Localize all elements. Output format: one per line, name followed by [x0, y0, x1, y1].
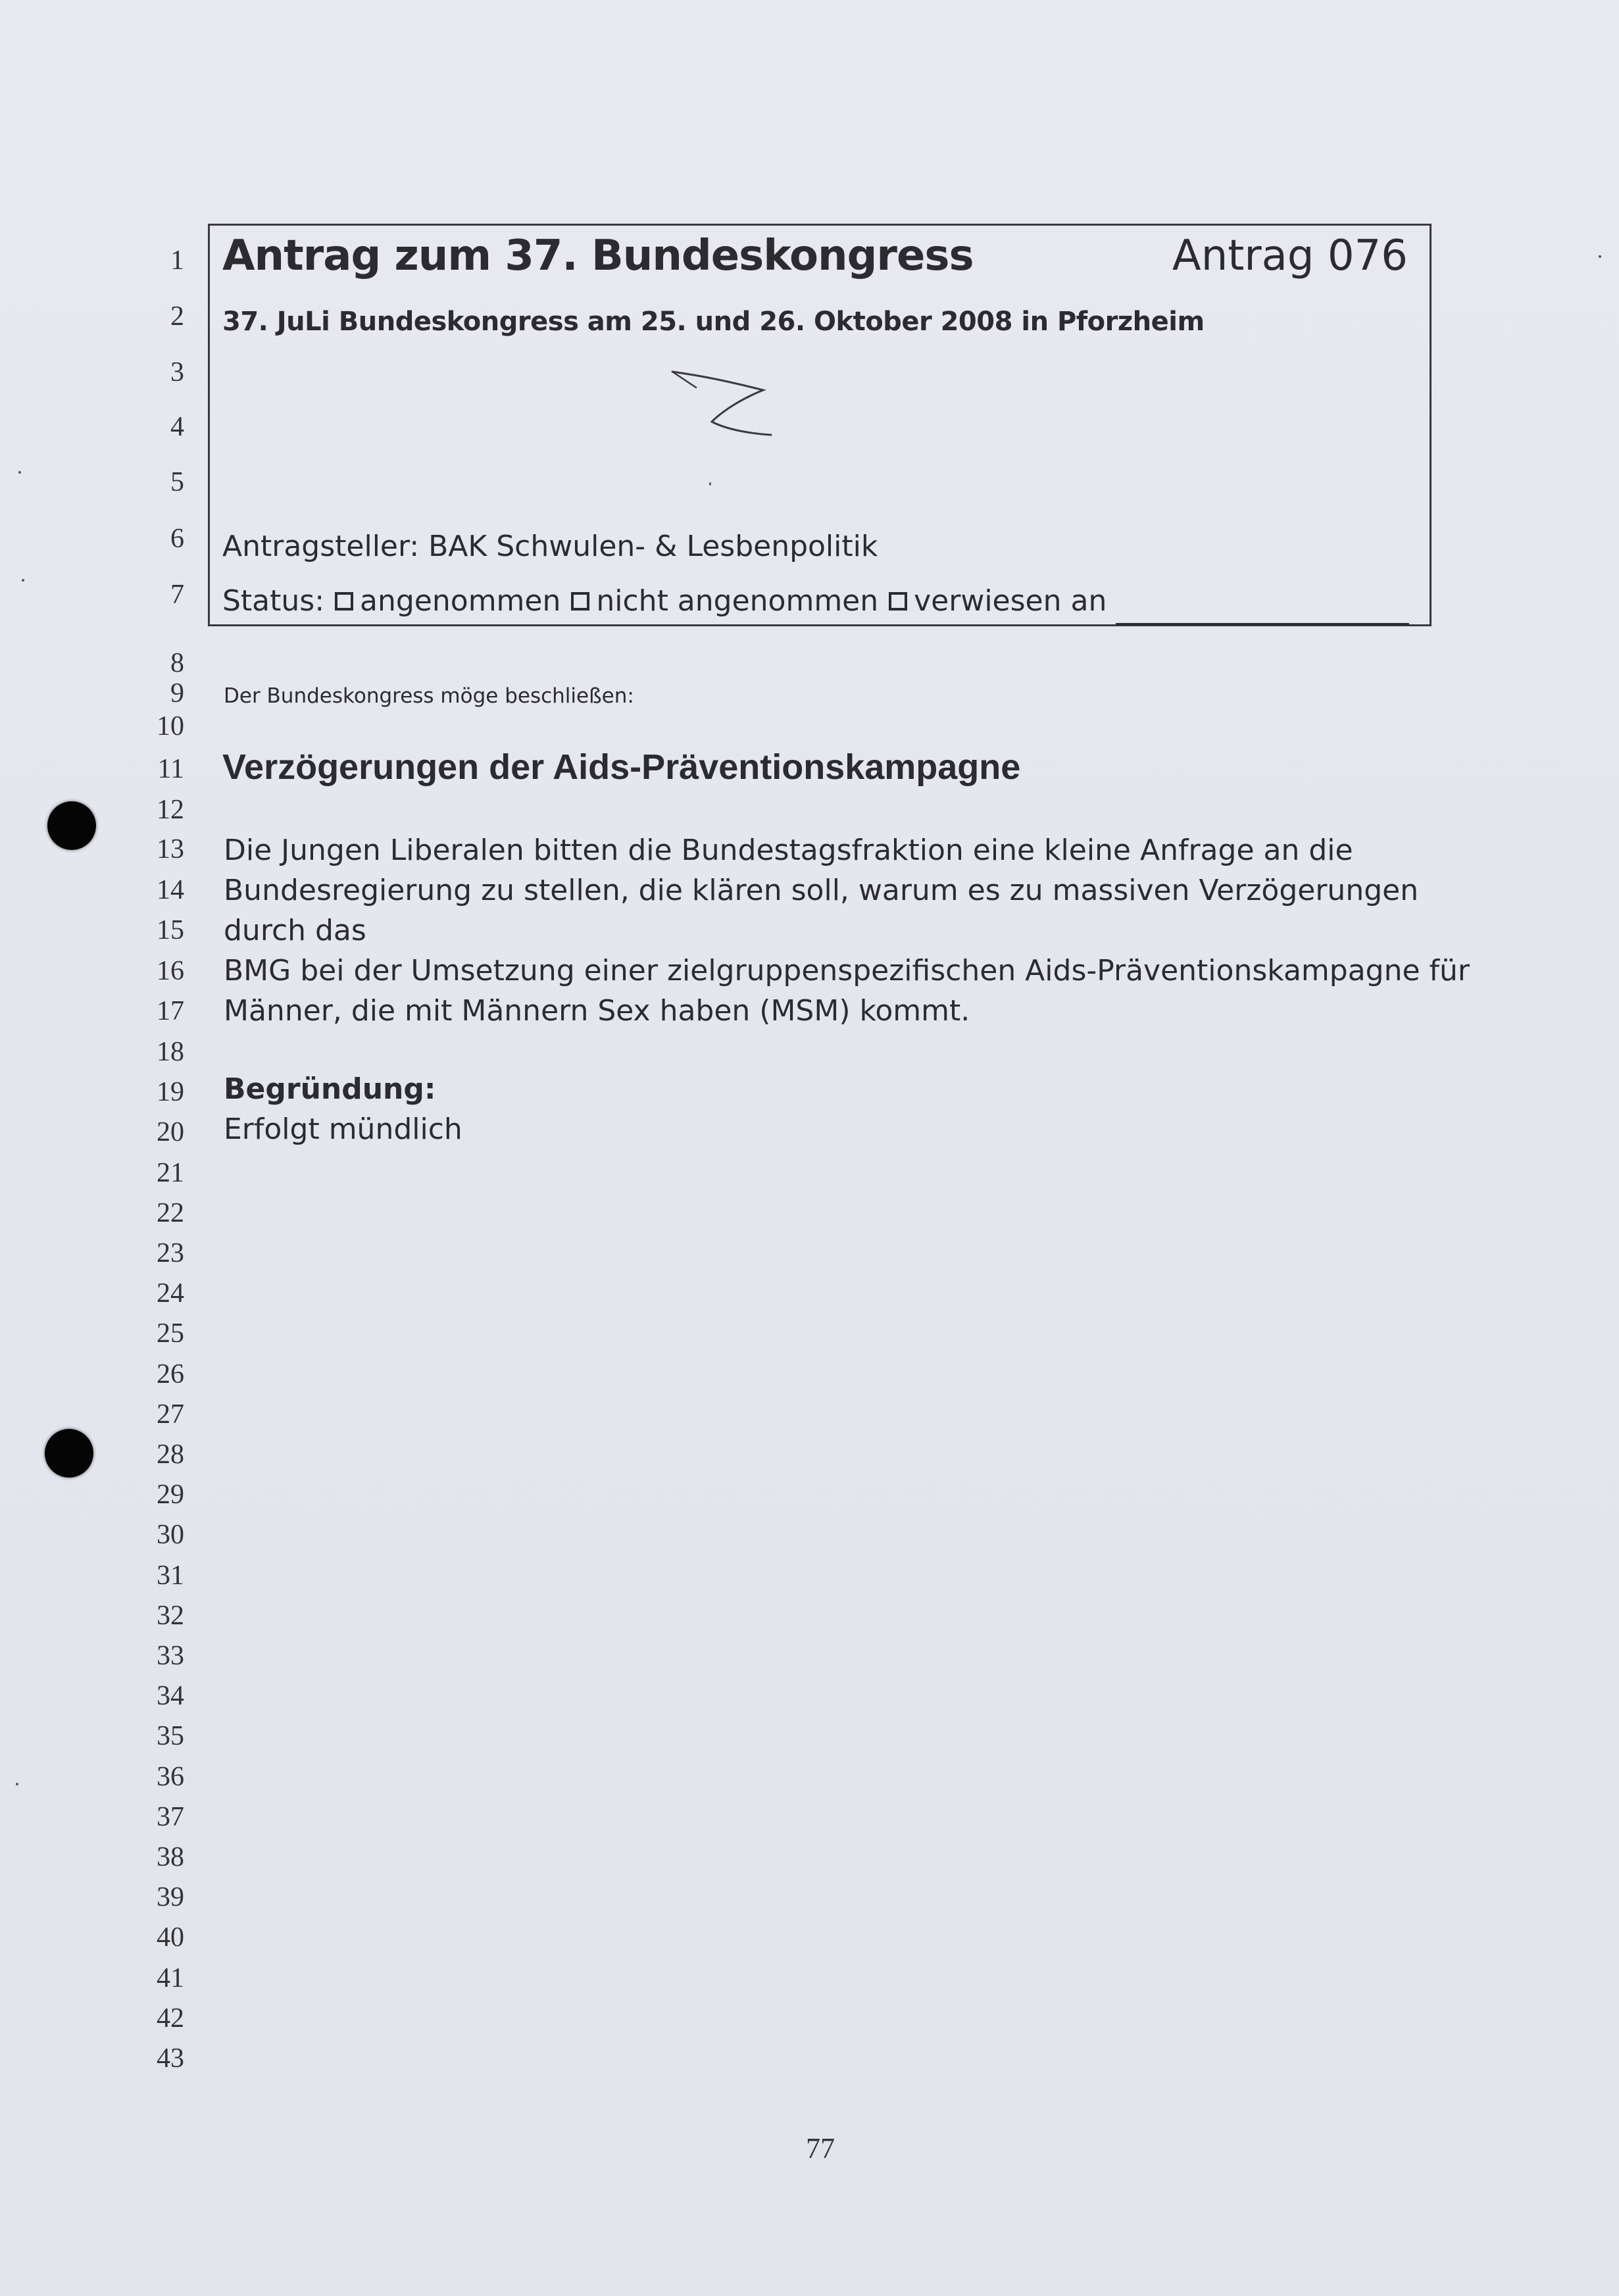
referred-to-blank-line: [1116, 623, 1409, 625]
checkbox-not-accepted: [571, 592, 589, 611]
line-number: 17: [157, 996, 184, 1026]
line-number: 10: [157, 711, 184, 741]
body-line: BMG bei der Umsetzung einer zielgruppenspezifischen Aids-Präventionskampagne für: [224, 954, 1470, 987]
line-number: 16: [157, 956, 184, 986]
line-number: 39: [157, 1882, 184, 1912]
status-row: [222, 584, 1107, 618]
line-number: 42: [157, 2003, 184, 2034]
line-number: 21: [157, 1158, 184, 1188]
line-number: 18: [157, 1037, 184, 1067]
line-number: 32: [157, 1601, 184, 1631]
line-number: 43: [157, 2043, 184, 2074]
line-number: 19: [157, 1077, 184, 1107]
line-number: 35: [157, 1721, 184, 1751]
resolution-intro: Der Bundeskongress möge beschließen:: [224, 684, 634, 708]
punch-hole-bottom: [45, 1429, 93, 1478]
line-number: 11: [157, 754, 184, 784]
body-line: durch das: [224, 914, 366, 947]
line-number: 12: [157, 795, 184, 825]
punch-hole-top: [47, 801, 96, 850]
scan-speck: [1599, 255, 1601, 258]
line-number: 8: [170, 648, 184, 678]
line-number: 5: [170, 467, 184, 497]
checkbox-accepted: [335, 592, 353, 611]
line-number: 24: [157, 1278, 184, 1309]
line-number: 3: [170, 357, 184, 387]
line-number: 41: [157, 1963, 184, 1993]
line-number: 9: [170, 678, 184, 709]
scan-speck: [18, 471, 21, 474]
status-option-not-accepted: nicht angenommen: [596, 584, 879, 618]
line-number: 14: [157, 875, 184, 905]
line-number: 28: [157, 1439, 184, 1470]
handwritten-mark: [664, 365, 776, 451]
line-number: 22: [157, 1198, 184, 1228]
line-number: 25: [157, 1318, 184, 1349]
document-title: Antrag zum 37. Bundeskongress: [222, 232, 974, 280]
line-number: 30: [157, 1520, 184, 1550]
reasoning-label: Begründung:: [224, 1072, 436, 1106]
ink-dot: [709, 482, 711, 486]
reasoning-text: Erfolgt mündlich: [224, 1112, 462, 1146]
line-number: 34: [157, 1681, 184, 1711]
motion-title: Verzögerungen der Aids-Präventionskampagne: [222, 747, 1021, 787]
line-number: 27: [157, 1399, 184, 1430]
line-number: 37: [157, 1802, 184, 1832]
line-number: 2: [170, 301, 184, 332]
line-number: 36: [157, 1762, 184, 1792]
status-label: Status:: [222, 584, 325, 618]
line-number: 1: [170, 245, 184, 276]
status-option-accepted: angenommen: [360, 584, 561, 618]
motion-number: Antrag 076: [1172, 232, 1408, 280]
scan-speck: [16, 1783, 18, 1785]
applicant: Antragsteller: BAK Schwulen- & Lesbenpolitik: [222, 530, 878, 563]
line-number: 40: [157, 1922, 184, 1953]
body-line: Männer, die mit Männern Sex haben (MSM) kommt.: [224, 994, 970, 1028]
line-number: 4: [170, 412, 184, 442]
line-number: 31: [157, 1560, 184, 1591]
congress-subtitle: 37. JuLi Bundeskongress am 25. und 26. Oktober 2008 in Pforzheim: [222, 307, 1205, 337]
line-number: 38: [157, 1842, 184, 1872]
line-number: 29: [157, 1480, 184, 1510]
line-number: 7: [170, 580, 184, 610]
line-number: 23: [157, 1238, 184, 1268]
line-number: 13: [157, 834, 184, 864]
header-box: [208, 224, 1432, 626]
motion-body: [224, 830, 1470, 1031]
body-line: Bundesregierung zu stellen, die klären soll, warum es zu massiven Verzögerungen: [224, 874, 1419, 907]
checkbox-referred: [889, 592, 907, 611]
body-line: Die Jungen Liberalen bitten die Bundestagsfraktion eine kleine Anfrage an die: [224, 834, 1353, 867]
scan-speck: [22, 579, 24, 582]
status-option-referred: verwiesen an: [914, 584, 1107, 618]
line-number: 15: [157, 915, 184, 945]
line-number: 6: [170, 524, 184, 554]
line-number: 26: [157, 1359, 184, 1389]
page-number: 77: [806, 2132, 835, 2164]
line-number: 20: [157, 1117, 184, 1147]
line-number: 33: [157, 1641, 184, 1671]
